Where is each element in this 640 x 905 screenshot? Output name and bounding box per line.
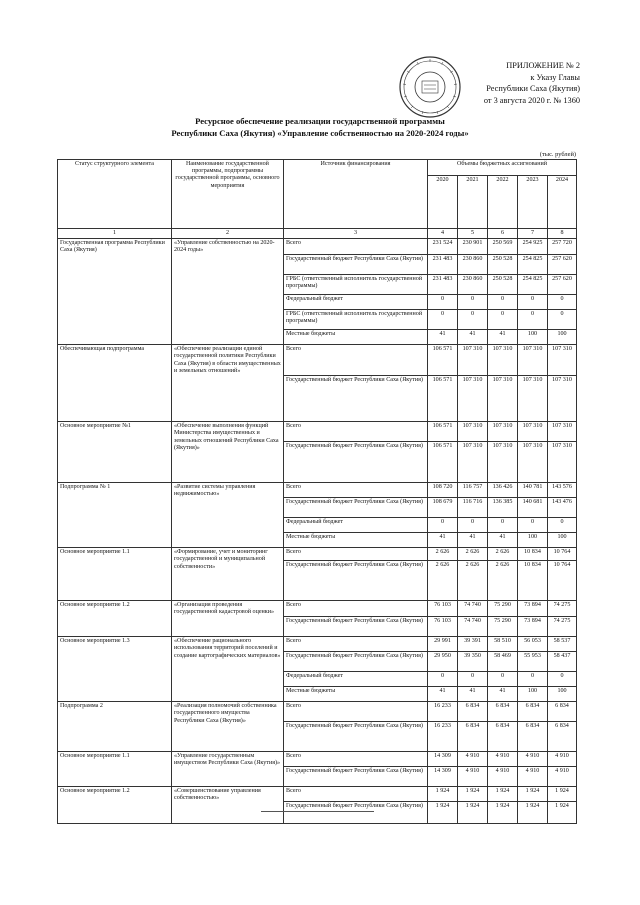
row-status-cell: Подпрограмма 2 (58, 702, 172, 752)
row-value-cell: 0 (548, 672, 577, 687)
row-value-cell: 4 910 (548, 767, 577, 787)
row-value-cell: 100 (518, 687, 548, 702)
row-value-cell: 75 290 (488, 601, 518, 617)
row-value-cell: 231 483 (428, 275, 458, 295)
header-status: Статус структурного элемента (58, 160, 172, 229)
row-value-cell: 75 290 (488, 617, 518, 637)
header-year: 2022 (488, 176, 518, 229)
row-value-cell: 41 (428, 687, 458, 702)
title-line-2: Республики Саха (Якутия) «Управление собственностью на 2020-2024 годы» (171, 127, 469, 138)
row-value-cell: 1 924 (488, 802, 518, 824)
header-name: Наименование государственной программы, подпрограммы государственной программы, основного мероприятия (172, 160, 284, 229)
row-status-cell: Основное мероприятие №1 (58, 422, 172, 483)
header-year: 2024 (548, 176, 577, 229)
row-status-cell: Основное мероприятие 1.2 (58, 787, 172, 824)
row-value-cell: 0 (428, 672, 458, 687)
row-value-cell: 143 476 (548, 498, 577, 518)
row-source-cell: Местные бюджеты (284, 330, 428, 345)
column-number: 1 (58, 229, 172, 239)
row-value-cell: 1 924 (458, 787, 488, 802)
row-source-cell: Государственный бюджет Республики Саха (Якутия) (284, 498, 428, 518)
row-value-cell: 1 924 (518, 802, 548, 824)
header-year: 2021 (458, 176, 488, 229)
row-source-cell: Государственный бюджет Республики Саха (Якутия) (284, 652, 428, 672)
row-value-cell: 0 (458, 518, 488, 533)
row-value-cell: 1 924 (458, 802, 488, 824)
header-year: 2023 (518, 176, 548, 229)
row-value-cell: 1 924 (428, 787, 458, 802)
row-source-cell: Государственный бюджет Республики Саха (Якутия) (284, 376, 428, 422)
row-value-cell: 0 (518, 295, 548, 310)
row-value-cell: 116 716 (458, 498, 488, 518)
row-value-cell: 10 834 (518, 561, 548, 601)
row-value-cell: 74 275 (548, 617, 577, 637)
table-row (58, 637, 577, 652)
row-source-cell: Государственный бюджет Республики Саха (Якутия) (284, 722, 428, 752)
row-value-cell: 55 953 (518, 652, 548, 672)
resource-table (57, 159, 577, 824)
row-value-cell: 100 (548, 533, 577, 548)
row-value-cell: 107 310 (458, 376, 488, 422)
row-value-cell: 10 834 (518, 548, 548, 561)
row-value-cell: 1 924 (518, 787, 548, 802)
row-value-cell: 257 620 (548, 275, 577, 295)
row-value-cell: 106 571 (428, 422, 458, 442)
row-value-cell: 73 894 (518, 617, 548, 637)
table-body (58, 160, 577, 824)
column-number: 6 (488, 229, 518, 239)
row-value-cell: 2 626 (458, 548, 488, 561)
row-source-cell: Всего (284, 702, 428, 722)
row-value-cell: 230 901 (458, 239, 488, 255)
row-name-cell: «Обеспечение реализации единой государственной политики Республики Саха (Якутия) в области имущественных и земельных отношений» (172, 345, 284, 422)
row-value-cell: 106 571 (428, 442, 458, 483)
row-value-cell: 1 924 (488, 787, 518, 802)
row-value-cell: 116 757 (458, 483, 488, 498)
row-name-cell: «Организация проведения государственной кадастровой оценки» (172, 601, 284, 637)
row-value-cell: 140 781 (518, 483, 548, 498)
row-value-cell: 1 924 (428, 802, 458, 824)
row-value-cell: 1 924 (548, 802, 577, 824)
row-value-cell: 143 576 (548, 483, 577, 498)
row-value-cell: 4 910 (458, 767, 488, 787)
row-value-cell: 6 834 (488, 722, 518, 752)
header-volume: Объемы бюджетных ассигнований (428, 160, 577, 176)
row-value-cell: 0 (428, 518, 458, 533)
row-status-cell: Обеспечивающая подпрограмма (58, 345, 172, 422)
row-value-cell: 4 910 (548, 752, 577, 767)
row-value-cell: 76 103 (428, 617, 458, 637)
row-value-cell: 107 310 (548, 422, 577, 442)
row-value-cell: 230 860 (458, 255, 488, 275)
row-value-cell: 0 (428, 310, 458, 330)
row-value-cell: 0 (518, 310, 548, 330)
row-source-cell: Местные бюджеты (284, 533, 428, 548)
row-value-cell: 6 834 (458, 702, 488, 722)
row-source-cell: Государственный бюджет Республики Саха (Якутия) (284, 255, 428, 275)
row-source-cell: Всего (284, 422, 428, 442)
appendix-line-4: от 3 августа 2020 г. № 1360 (483, 95, 580, 105)
row-value-cell: 107 310 (458, 422, 488, 442)
appendix-line-1: ПРИЛОЖЕНИЕ № 2 (506, 61, 580, 70)
table-row (58, 345, 577, 376)
row-value-cell: 6 834 (488, 702, 518, 722)
row-source-cell: ГРБС (ответственный исполнитель государственной программы) (284, 275, 428, 295)
row-value-cell: 16 233 (428, 702, 458, 722)
row-source-cell: Всего (284, 787, 428, 802)
header-row (58, 160, 577, 176)
row-value-cell: 41 (428, 330, 458, 345)
row-value-cell: 41 (488, 687, 518, 702)
row-value-cell: 108 720 (428, 483, 458, 498)
row-value-cell: 6 834 (458, 722, 488, 752)
row-source-cell: Федеральный бюджет (284, 518, 428, 533)
row-name-cell: «Управление собственностью на 2020-2024 годы» (172, 239, 284, 345)
row-value-cell: 250 569 (488, 239, 518, 255)
row-source-cell: Государственный бюджет Республики Саха (Якутия) (284, 617, 428, 637)
row-value-cell: 100 (548, 687, 577, 702)
row-value-cell: 6 834 (548, 702, 577, 722)
row-value-cell: 2 626 (428, 548, 458, 561)
row-source-cell: Всего (284, 345, 428, 376)
row-value-cell: 257 720 (548, 239, 577, 255)
row-value-cell: 10 764 (548, 548, 577, 561)
row-value-cell: 58 437 (548, 652, 577, 672)
row-name-cell: «Совершенствование управления собственностью» (172, 787, 284, 824)
row-value-cell: 39 350 (458, 652, 488, 672)
row-status-cell: Основное мероприятие 1.1 (58, 548, 172, 601)
row-source-cell: Всего (284, 752, 428, 767)
row-name-cell: «Реализация полномочий собственника государственного имущества Республики Саха (Якутия)» (172, 702, 284, 752)
table-row (58, 787, 577, 802)
row-value-cell: 257 620 (548, 255, 577, 275)
row-value-cell: 107 310 (518, 422, 548, 442)
row-value-cell: 41 (428, 533, 458, 548)
row-source-cell: Федеральный бюджет (284, 295, 428, 310)
table-row (58, 752, 577, 767)
row-value-cell: 74 275 (548, 601, 577, 617)
appendix-line-3: Республики Саха (Якутия) (486, 84, 580, 94)
row-value-cell: 250 528 (488, 255, 518, 275)
row-value-cell: 76 103 (428, 601, 458, 617)
row-value-cell: 58 469 (488, 652, 518, 672)
row-value-cell: 6 834 (518, 722, 548, 752)
row-status-cell: Основное мероприятие 1.2 (58, 601, 172, 637)
row-value-cell: 6 834 (548, 722, 577, 752)
row-value-cell: 1 924 (548, 787, 577, 802)
header-source: Источник финансирования (284, 160, 428, 229)
column-number: 7 (518, 229, 548, 239)
row-value-cell: 106 571 (428, 376, 458, 422)
row-value-cell: 107 310 (518, 345, 548, 376)
row-value-cell: 107 310 (518, 376, 548, 422)
row-source-cell: Государственный бюджет Республики Саха (Якутия) (284, 767, 428, 787)
row-value-cell: 0 (488, 672, 518, 687)
row-value-cell: 108 679 (428, 498, 458, 518)
row-status-cell: Подпрограмма № 1 (58, 483, 172, 548)
units-label: (тыс. рублей) (539, 151, 576, 158)
row-value-cell: 254 825 (518, 275, 548, 295)
table-row (58, 239, 577, 255)
row-value-cell: 230 860 (458, 275, 488, 295)
row-value-cell: 4 910 (488, 767, 518, 787)
row-value-cell: 4 910 (458, 752, 488, 767)
row-value-cell: 0 (548, 310, 577, 330)
row-value-cell: 254 925 (518, 239, 548, 255)
row-value-cell: 254 825 (518, 255, 548, 275)
row-value-cell: 58 537 (548, 637, 577, 652)
row-source-cell: Всего (284, 483, 428, 498)
document-title (60, 116, 580, 139)
row-value-cell: 39 391 (458, 637, 488, 652)
footer-separator (261, 811, 374, 812)
table-row (58, 548, 577, 561)
row-value-cell: 2 626 (428, 561, 458, 601)
row-value-cell: 4 910 (518, 767, 548, 787)
row-value-cell: 100 (518, 533, 548, 548)
column-number-row (58, 229, 577, 239)
row-name-cell: «Формирование, учет и мониторинг государственной и муниципальной собственности» (172, 548, 284, 601)
row-source-cell: Федеральный бюджет (284, 672, 428, 687)
row-value-cell: 73 894 (518, 601, 548, 617)
row-value-cell: 107 310 (488, 442, 518, 483)
row-value-cell: 14 309 (428, 767, 458, 787)
column-number: 2 (172, 229, 284, 239)
row-value-cell: 107 310 (458, 442, 488, 483)
row-value-cell: 0 (488, 295, 518, 310)
row-value-cell: 29 991 (428, 637, 458, 652)
title-line-1: Ресурсное обеспечение реализации государственной программы (195, 116, 445, 126)
row-value-cell: 4 910 (488, 752, 518, 767)
column-number: 8 (548, 229, 577, 239)
row-value-cell: 0 (488, 310, 518, 330)
row-value-cell: 231 524 (428, 239, 458, 255)
row-value-cell: 10 764 (548, 561, 577, 601)
row-value-cell: 0 (428, 295, 458, 310)
row-source-cell: Государственный бюджет Республики Саха (Якутия) (284, 442, 428, 483)
header-year: 2020 (428, 176, 458, 229)
row-name-cell: «Развитие системы управления недвижимостью» (172, 483, 284, 548)
table-row (58, 601, 577, 617)
row-value-cell: 41 (458, 687, 488, 702)
row-name-cell: «Управление государственным имуществом Республики Саха (Якутия)» (172, 752, 284, 787)
row-value-cell: 58 510 (488, 637, 518, 652)
row-value-cell: 41 (488, 533, 518, 548)
row-name-cell: «Обеспечение выполнения функций Министерства имущественных и земельных отношений Республики Саха (Якутия)» (172, 422, 284, 483)
row-value-cell: 107 310 (518, 442, 548, 483)
row-value-cell: 106 571 (428, 345, 458, 376)
appendix-line-2: к Указу Главы (530, 72, 580, 82)
row-value-cell: 2 626 (458, 561, 488, 601)
column-number: 5 (458, 229, 488, 239)
row-value-cell: 250 528 (488, 275, 518, 295)
row-source-cell: ГРБС (ответственный исполнитель государственной программы) (284, 310, 428, 330)
row-value-cell: 0 (458, 310, 488, 330)
appendix-block (430, 60, 580, 106)
row-value-cell: 14 309 (428, 752, 458, 767)
row-value-cell: 0 (458, 672, 488, 687)
row-value-cell: 41 (488, 330, 518, 345)
row-value-cell: 107 310 (488, 422, 518, 442)
table-row (58, 422, 577, 442)
row-value-cell: 107 310 (548, 345, 577, 376)
table-row (58, 483, 577, 498)
row-value-cell: 74 740 (458, 601, 488, 617)
row-value-cell: 0 (518, 518, 548, 533)
row-value-cell: 74 740 (458, 617, 488, 637)
row-value-cell: 2 626 (488, 561, 518, 601)
row-status-cell: Основное мероприятие 1.1 (58, 752, 172, 787)
row-value-cell: 16 233 (428, 722, 458, 752)
row-value-cell: 0 (458, 295, 488, 310)
row-source-cell: Государственный бюджет Республики Саха (Якутия) (284, 802, 428, 824)
row-name-cell: «Обеспечение рационального использования территорий поселений и создание картографических материалов» (172, 637, 284, 702)
row-value-cell: 0 (548, 518, 577, 533)
row-source-cell: Всего (284, 601, 428, 617)
row-status-cell: Государственная программа Республики Саха (Якутия) (58, 239, 172, 345)
row-value-cell: 0 (548, 295, 577, 310)
row-value-cell: 41 (458, 330, 488, 345)
table-row (58, 702, 577, 722)
row-value-cell: 140 681 (518, 498, 548, 518)
row-source-cell: Всего (284, 637, 428, 652)
row-value-cell: 41 (458, 533, 488, 548)
row-value-cell: 56 053 (518, 637, 548, 652)
column-number: 3 (284, 229, 428, 239)
row-value-cell: 107 310 (458, 345, 488, 376)
row-status-cell: Основное мероприятие 1.3 (58, 637, 172, 702)
row-value-cell: 107 310 (548, 442, 577, 483)
row-value-cell: 29 950 (428, 652, 458, 672)
row-value-cell: 100 (518, 330, 548, 345)
column-number: 4 (428, 229, 458, 239)
row-value-cell: 6 834 (518, 702, 548, 722)
row-value-cell: 2 626 (488, 548, 518, 561)
row-value-cell: 107 310 (488, 376, 518, 422)
row-source-cell: Государственный бюджет Республики Саха (Якутия) (284, 561, 428, 601)
row-source-cell: Местные бюджеты (284, 687, 428, 702)
row-value-cell: 107 310 (488, 345, 518, 376)
row-value-cell: 0 (518, 672, 548, 687)
row-value-cell: 136 385 (488, 498, 518, 518)
row-value-cell: 100 (548, 330, 577, 345)
row-source-cell: Всего (284, 548, 428, 561)
row-value-cell: 4 910 (518, 752, 548, 767)
row-value-cell: 0 (488, 518, 518, 533)
row-value-cell: 107 310 (548, 376, 577, 422)
row-value-cell: 136 426 (488, 483, 518, 498)
row-value-cell: 231 483 (428, 255, 458, 275)
row-source-cell: Всего (284, 239, 428, 255)
